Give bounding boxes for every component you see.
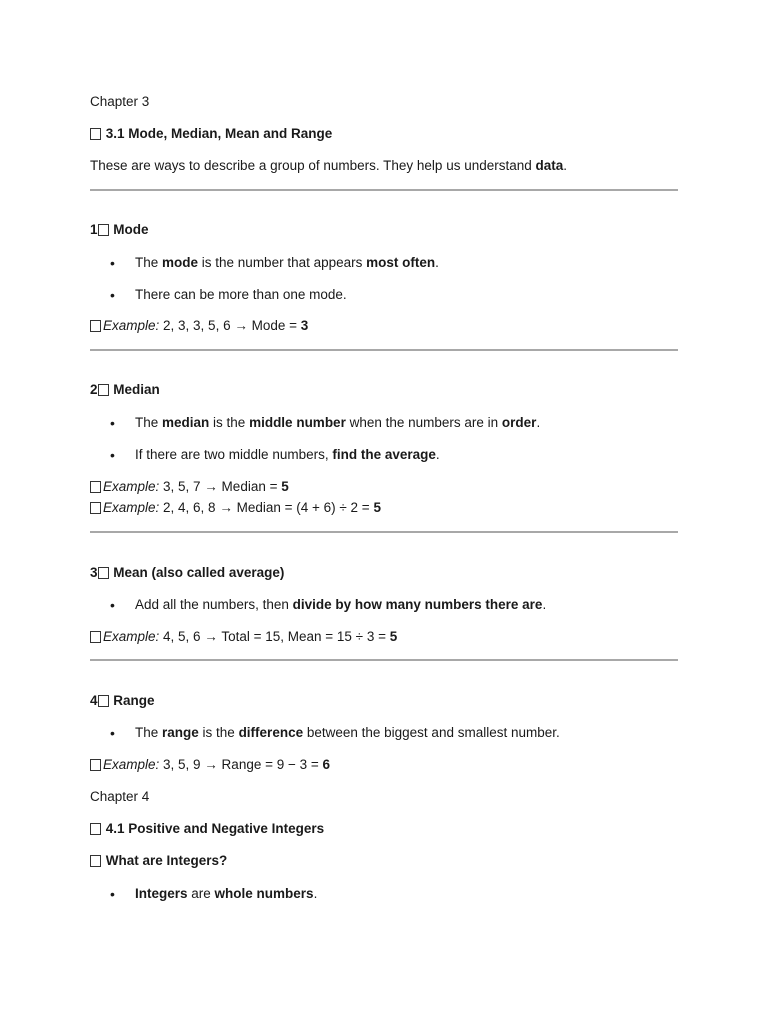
- range-heading: 4 Range: [90, 693, 155, 708]
- median-bullet-2: If there are two middle numbers, find the average.: [135, 447, 440, 462]
- median-example-1: Example: 3, 5, 7 → Median = 5: [90, 478, 289, 496]
- keycap-icon: [98, 224, 109, 236]
- bullet-icon: •: [110, 597, 115, 613]
- section-title: [90, 125, 332, 143]
- mode-heading: 1 Mode: [90, 222, 149, 237]
- bullet-icon: •: [110, 287, 115, 303]
- subsection-title: What are Integers?: [90, 852, 227, 870]
- keycap-icon: [98, 384, 109, 396]
- pin-icon: [90, 502, 101, 514]
- mean-example: Example: 4, 5, 6 → Total = 15, Mean = 15 ÷ 3 = 5: [90, 628, 397, 646]
- section-title: 4.1 Positive and Negative Integers: [90, 820, 324, 838]
- intro-paragraph: These are ways to describe a group of numbers. They help us understand data.: [90, 158, 568, 173]
- median-bullet-1: The median is the middle number when the numbers are in order.: [135, 415, 541, 430]
- range-bullet-1: The range is the difference between the biggest and smallest number.: [135, 725, 560, 740]
- bullet-icon: •: [110, 255, 115, 271]
- bullet-icon: •: [110, 886, 115, 902]
- divider: [90, 531, 678, 533]
- pin-icon: [90, 759, 101, 771]
- divider: [90, 189, 678, 191]
- range-example: Example: 3, 5, 9 → Range = 9 − 3 = 6: [90, 756, 330, 774]
- pin-icon: [90, 823, 101, 835]
- bullet-icon: •: [110, 447, 115, 463]
- pin-icon: [90, 481, 101, 493]
- pin-icon: [90, 128, 101, 140]
- keycap-icon: [98, 567, 109, 579]
- question-icon: [90, 855, 101, 867]
- bullet-icon: •: [110, 415, 115, 431]
- keycap-icon: [98, 695, 109, 707]
- bullet-icon: •: [110, 725, 115, 741]
- chapter-label: Chapter 3: [90, 94, 150, 109]
- pin-icon: [90, 320, 101, 332]
- integers-bullet-1: Integers are whole numbers.: [135, 886, 318, 901]
- mean-heading: 3 Mean (also called average): [90, 565, 285, 580]
- mode-bullet-2: There can be more than one mode.: [135, 287, 347, 302]
- mean-bullet-1: Add all the numbers, then divide by how many numbers there are.: [135, 597, 547, 612]
- mode-example: Example: 2, 3, 3, 5, 6 → Mode = 3: [90, 317, 308, 335]
- median-heading: 2 Median: [90, 382, 160, 397]
- median-example-2: Example: 2, 4, 6, 8 → Median = (4 + 6) ÷ 2 = 5: [90, 499, 381, 517]
- divider: [90, 659, 678, 661]
- mode-bullet-1: The mode is the number that appears most often.: [135, 255, 439, 270]
- divider: [90, 349, 678, 351]
- chapter-label: Chapter 4: [90, 789, 150, 804]
- pin-icon: [90, 631, 101, 643]
- section-title-text: 3.1 Mode, Median, Mean and Range: [105, 126, 333, 141]
